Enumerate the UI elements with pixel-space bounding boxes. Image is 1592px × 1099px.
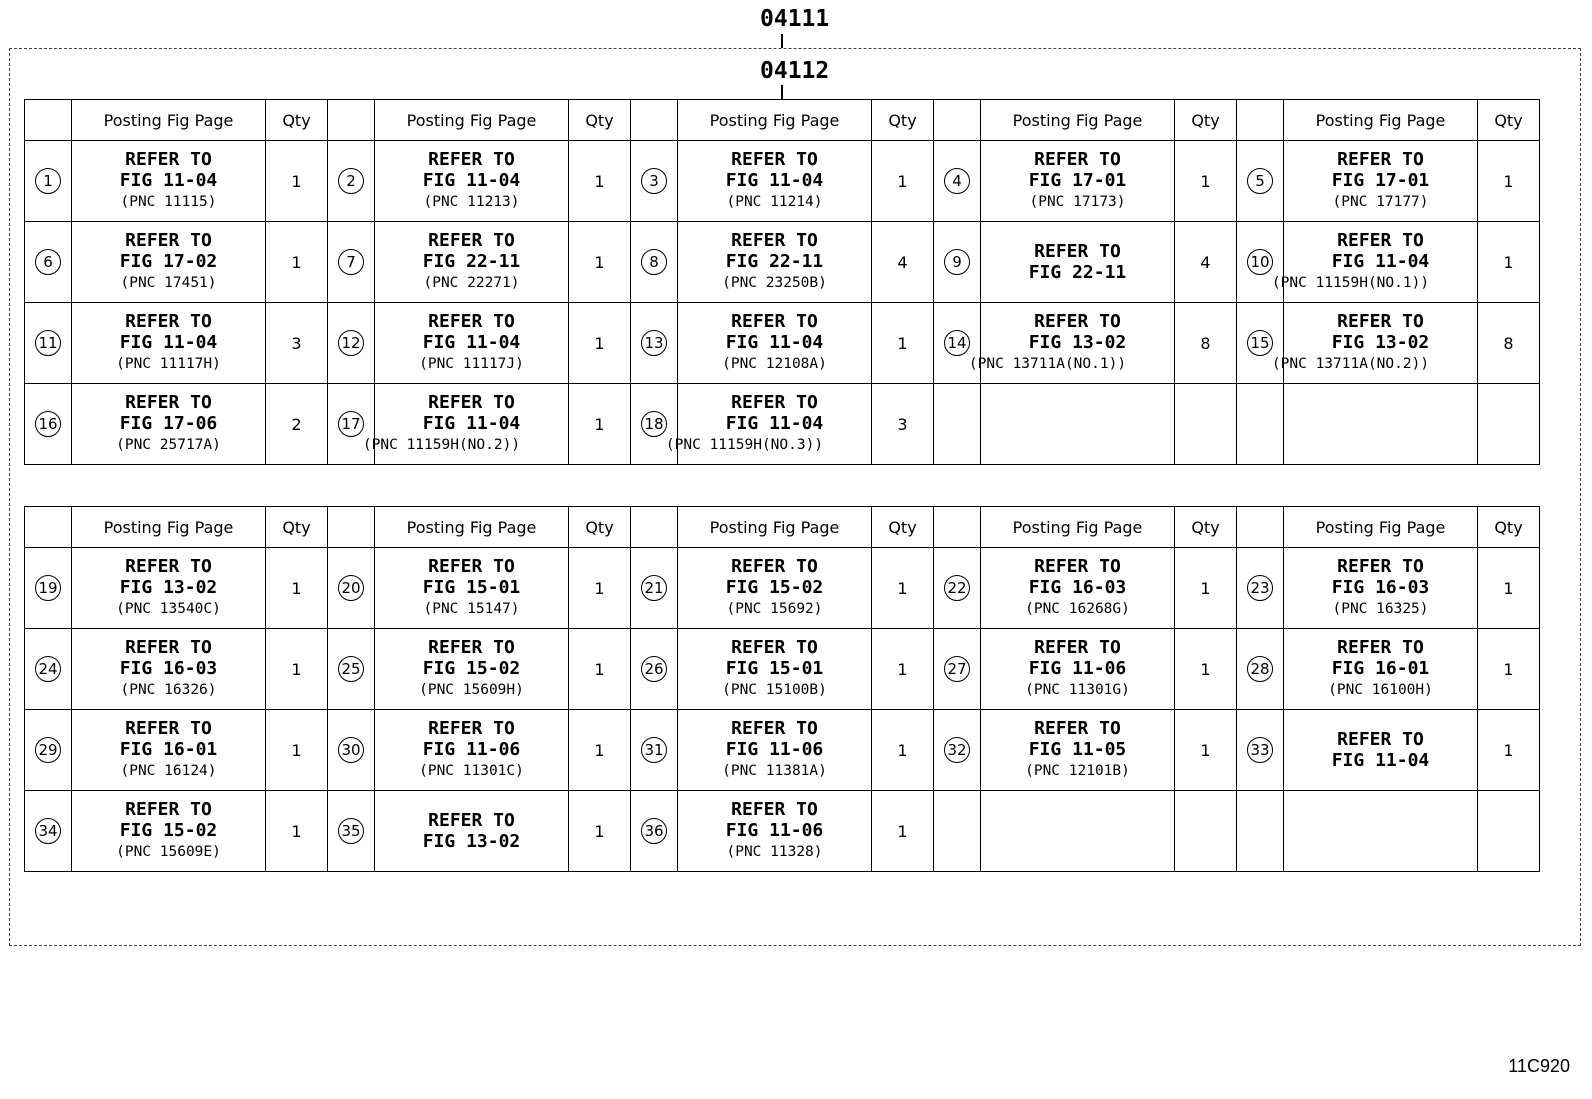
pnc-reference: (PNC 22271) [423, 275, 520, 291]
refer-to-text: REFER TO [1337, 729, 1424, 750]
table-row [25, 141, 1540, 222]
posting-cell [981, 548, 1175, 629]
fig-reference: FIG 16-01 [119, 739, 218, 760]
refer-to-text: REFER TO [125, 149, 212, 170]
pnc-reference: (PNC 15692) [726, 601, 823, 617]
posting-cell [1284, 141, 1478, 222]
ref-number-circle: 9 [944, 249, 970, 275]
ref-number-circle: 21 [641, 575, 667, 601]
ref-number-circle: 14 [944, 330, 970, 356]
fig-reference: FIG 11-04 [422, 332, 521, 353]
posting-cell [678, 303, 872, 384]
posting-cell [72, 629, 266, 710]
refer-to-text: REFER TO [1034, 241, 1121, 262]
qty-cell: 1 [266, 548, 328, 629]
pnc-reference: (PNC 11117H) [116, 356, 221, 372]
header-posting: Posting Fig Page [1284, 507, 1478, 548]
header-qty: Qty [1175, 507, 1237, 548]
qty-cell: 1 [569, 384, 631, 465]
fig-reference: FIG 11-04 [1331, 251, 1430, 272]
pnc-reference: (PNC 17177) [1332, 194, 1429, 210]
qty-cell: 1 [1478, 629, 1540, 710]
posting-cell [375, 141, 569, 222]
refer-to-text: REFER TO [428, 149, 515, 170]
posting-cell [981, 710, 1175, 791]
posting-cell [678, 791, 872, 872]
refer-to-text: REFER TO [1034, 556, 1121, 577]
ref-number-circle: 12 [338, 330, 364, 356]
header-qty: Qty [1175, 100, 1237, 141]
posting-cell [678, 222, 872, 303]
posting-cell [678, 629, 872, 710]
posting-cell [72, 710, 266, 791]
posting-cell [1284, 629, 1478, 710]
header-qty: Qty [266, 507, 328, 548]
refer-to-text: REFER TO [125, 311, 212, 332]
refer-to-text: REFER TO [428, 810, 515, 831]
posting-cell [981, 629, 1175, 710]
ref-number-cell [934, 791, 981, 872]
fig-reference: FIG 17-01 [1331, 170, 1430, 191]
ref-number-circle: 19 [35, 575, 61, 601]
ref-number-circle: 7 [338, 249, 364, 275]
fig-reference: FIG 11-04 [119, 170, 218, 191]
qty-cell [1478, 791, 1540, 872]
ref-number-circle: 5 [1247, 168, 1273, 194]
pnc-reference: (PNC 16100H) [1328, 682, 1433, 698]
ref-number-circle: 18 [641, 411, 667, 437]
posting-cell [678, 548, 872, 629]
pnc-reference: (PNC 16325) [1332, 601, 1429, 617]
header-posting: Posting Fig Page [981, 100, 1175, 141]
pnc-reference: (PNC 25717A) [116, 437, 221, 453]
pnc-reference: (PNC 13711A(NO.2)) [1271, 356, 1430, 372]
fig-reference: FIG 16-03 [1028, 577, 1127, 598]
qty-cell [1478, 384, 1540, 465]
fig-reference: FIG 13-02 [119, 577, 218, 598]
refer-to-text: REFER TO [731, 637, 818, 658]
ref-number-circle: 11 [35, 330, 61, 356]
refer-to-text: REFER TO [1034, 311, 1121, 332]
qty-cell: 8 [1478, 303, 1540, 384]
pnc-reference: (PNC 11159H(NO.3)) [665, 437, 824, 453]
fig-reference: FIG 13-02 [422, 831, 521, 852]
diagram-code: 11C920 [1508, 1056, 1570, 1076]
refer-to-text: REFER TO [731, 718, 818, 739]
qty-cell: 4 [872, 222, 934, 303]
ref-number-circle: 24 [35, 656, 61, 682]
posting-cell [375, 222, 569, 303]
fig-reference: FIG 16-01 [1331, 658, 1430, 679]
fig-reference: FIG 17-01 [1028, 170, 1127, 191]
header-posting: Posting Fig Page [678, 507, 872, 548]
reference-table-lower [24, 506, 1540, 872]
qty-cell: 1 [1478, 548, 1540, 629]
qty-cell: 1 [872, 791, 934, 872]
qty-cell: 1 [569, 222, 631, 303]
fig-reference: FIG 15-01 [725, 658, 824, 679]
posting-cell [1284, 548, 1478, 629]
qty-cell: 1 [569, 303, 631, 384]
qty-cell: 4 [1175, 222, 1237, 303]
ref-number-circle: 17 [338, 411, 364, 437]
pnc-reference: (PNC 15147) [423, 601, 520, 617]
table-row [25, 222, 1540, 303]
posting-cell [968, 303, 1175, 384]
refer-to-text: REFER TO [428, 718, 515, 739]
fig-reference: FIG 11-04 [1331, 750, 1430, 771]
refer-to-text: REFER TO [731, 230, 818, 251]
posting-cell [72, 141, 266, 222]
reference-table-upper [24, 99, 1540, 465]
refer-to-text: REFER TO [1034, 637, 1121, 658]
fig-reference: FIG 15-02 [422, 658, 521, 679]
posting-cell [1284, 710, 1478, 791]
assembly-label-04112: 04112 [760, 58, 830, 84]
header-number-cell [328, 507, 375, 548]
ref-number-cell [934, 384, 981, 465]
ref-number-circle: 1 [35, 168, 61, 194]
qty-cell: 1 [1175, 710, 1237, 791]
refer-to-text: REFER TO [125, 637, 212, 658]
posting-cell [678, 710, 872, 791]
posting-cell [375, 710, 569, 791]
qty-cell: 1 [569, 710, 631, 791]
qty-cell: 1 [569, 791, 631, 872]
ref-number-cell [1237, 384, 1284, 465]
table-row [25, 303, 1540, 384]
header-qty: Qty [569, 507, 631, 548]
qty-cell: 1 [1175, 629, 1237, 710]
ref-number-circle: 16 [35, 411, 61, 437]
posting-cell [1271, 222, 1478, 303]
header-qty: Qty [872, 100, 934, 141]
header-number-cell [934, 100, 981, 141]
fig-reference: FIG 11-05 [1028, 739, 1127, 760]
posting-cell [375, 629, 569, 710]
fig-reference: FIG 22-11 [422, 251, 521, 272]
posting-cell [72, 303, 266, 384]
fig-reference: FIG 15-01 [422, 577, 521, 598]
header-number-cell [25, 507, 72, 548]
pnc-reference: (PNC 17451) [120, 275, 217, 291]
refer-to-text: REFER TO [1337, 149, 1424, 170]
ref-number-circle: 22 [944, 575, 970, 601]
header-posting: Posting Fig Page [375, 507, 569, 548]
ref-number-circle: 2 [338, 168, 364, 194]
refer-to-text: REFER TO [1034, 718, 1121, 739]
refer-to-text: REFER TO [125, 799, 212, 820]
posting-cell [981, 791, 1175, 872]
qty-cell: 1 [872, 710, 934, 791]
posting-cell [72, 384, 266, 465]
qty-cell: 1 [569, 141, 631, 222]
posting-cell [72, 548, 266, 629]
refer-to-text: REFER TO [125, 392, 212, 413]
ref-number-circle: 30 [338, 737, 364, 763]
qty-cell: 1 [1478, 710, 1540, 791]
ref-number-circle: 4 [944, 168, 970, 194]
qty-cell: 1 [872, 548, 934, 629]
fig-reference: FIG 15-02 [725, 577, 824, 598]
header-number-cell [1237, 507, 1284, 548]
posting-cell [375, 548, 569, 629]
pnc-reference: (PNC 17173) [1029, 194, 1126, 210]
pnc-reference: (PNC 11328) [726, 844, 823, 860]
refer-to-text: REFER TO [1337, 230, 1424, 251]
fig-reference: FIG 17-06 [119, 413, 218, 434]
posting-cell [72, 222, 266, 303]
refer-to-text: REFER TO [428, 637, 515, 658]
fig-reference: FIG 11-06 [725, 820, 824, 841]
header-row [25, 507, 1540, 548]
qty-cell: 8 [1175, 303, 1237, 384]
fig-reference: FIG 11-04 [725, 332, 824, 353]
posting-cell [375, 791, 569, 872]
header-number-cell [25, 100, 72, 141]
leader-line-top [781, 34, 783, 48]
table-row [25, 384, 1540, 465]
ref-number-circle: 27 [944, 656, 970, 682]
refer-to-text: REFER TO [731, 311, 818, 332]
posting-cell [1284, 791, 1478, 872]
fig-reference: FIG 22-11 [725, 251, 824, 272]
ref-number-circle: 23 [1247, 575, 1273, 601]
refer-to-text: REFER TO [1034, 149, 1121, 170]
qty-cell: 1 [266, 629, 328, 710]
pnc-reference: (PNC 15100B) [722, 682, 827, 698]
refer-to-text: REFER TO [125, 718, 212, 739]
refer-to-text: REFER TO [428, 392, 515, 413]
fig-reference: FIG 11-04 [422, 413, 521, 434]
refer-to-text: REFER TO [731, 799, 818, 820]
ref-number-circle: 29 [35, 737, 61, 763]
ref-number-circle: 26 [641, 656, 667, 682]
refer-to-text: REFER TO [731, 556, 818, 577]
refer-to-text: REFER TO [428, 311, 515, 332]
refer-to-text: REFER TO [428, 230, 515, 251]
refer-to-text: REFER TO [731, 149, 818, 170]
refer-to-text: REFER TO [125, 230, 212, 251]
ref-number-circle: 6 [35, 249, 61, 275]
fig-reference: FIG 15-02 [119, 820, 218, 841]
pnc-reference: (PNC 12101B) [1025, 763, 1130, 779]
header-posting: Posting Fig Page [72, 507, 266, 548]
table-row [25, 791, 1540, 872]
pnc-reference: (PNC 12108A) [722, 356, 827, 372]
posting-cell [678, 141, 872, 222]
fig-reference: FIG 11-04 [422, 170, 521, 191]
ref-number-cell [1237, 791, 1284, 872]
refer-to-text: REFER TO [1337, 637, 1424, 658]
pnc-reference: (PNC 15609E) [116, 844, 221, 860]
header-number-cell [631, 507, 678, 548]
refer-to-text: REFER TO [125, 556, 212, 577]
table-row [25, 548, 1540, 629]
refer-to-text: REFER TO [428, 556, 515, 577]
pnc-reference: (PNC 11381A) [722, 763, 827, 779]
qty-cell: 3 [266, 303, 328, 384]
header-qty: Qty [569, 100, 631, 141]
pnc-reference: (PNC 11301G) [1025, 682, 1130, 698]
ref-number-circle: 20 [338, 575, 364, 601]
ref-number-circle: 31 [641, 737, 667, 763]
header-posting: Posting Fig Page [375, 100, 569, 141]
leader-line-sub [781, 85, 783, 99]
fig-reference: FIG 17-02 [119, 251, 218, 272]
assembly-label-04111: 04111 [760, 6, 830, 32]
fig-reference: FIG 11-06 [1028, 658, 1127, 679]
header-number-cell [934, 507, 981, 548]
header-posting: Posting Fig Page [678, 100, 872, 141]
fig-reference: FIG 13-02 [1028, 332, 1127, 353]
fig-reference: FIG 13-02 [1331, 332, 1430, 353]
posting-cell [665, 384, 872, 465]
pnc-reference: (PNC 15609H) [419, 682, 524, 698]
pnc-reference: (PNC 11115) [120, 194, 217, 210]
qty-cell: 1 [872, 141, 934, 222]
ref-number-circle: 10 [1247, 249, 1273, 275]
fig-reference: FIG 11-04 [725, 170, 824, 191]
ref-number-circle: 25 [338, 656, 364, 682]
qty-cell [1175, 384, 1237, 465]
qty-cell: 1 [266, 222, 328, 303]
qty-cell: 2 [266, 384, 328, 465]
posting-cell [375, 303, 569, 384]
qty-cell: 1 [1478, 141, 1540, 222]
posting-cell [1271, 303, 1478, 384]
pnc-reference: (PNC 16268G) [1025, 601, 1130, 617]
fig-reference: FIG 11-06 [422, 739, 521, 760]
qty-cell: 3 [872, 384, 934, 465]
table-row [25, 710, 1540, 791]
qty-cell: 1 [266, 710, 328, 791]
qty-cell: 1 [569, 629, 631, 710]
pnc-reference: (PNC 16124) [120, 763, 217, 779]
posting-cell [981, 141, 1175, 222]
pnc-reference: (PNC 11301C) [419, 763, 524, 779]
qty-cell: 1 [1175, 141, 1237, 222]
ref-number-circle: 34 [35, 818, 61, 844]
qty-cell: 1 [872, 303, 934, 384]
qty-cell: 1 [1175, 548, 1237, 629]
ref-number-circle: 36 [641, 818, 667, 844]
ref-number-cell [328, 791, 375, 872]
qty-cell: 1 [266, 141, 328, 222]
header-number-cell [631, 100, 678, 141]
posting-cell [1284, 384, 1478, 465]
ref-number-circle: 15 [1247, 330, 1273, 356]
ref-number-cell [934, 222, 981, 303]
pnc-reference: (PNC 11214) [726, 194, 823, 210]
header-qty: Qty [1478, 507, 1540, 548]
fig-reference: FIG 22-11 [1028, 262, 1127, 283]
fig-reference: FIG 11-06 [725, 739, 824, 760]
posting-cell [981, 384, 1175, 465]
fig-reference: FIG 11-04 [119, 332, 218, 353]
ref-number-circle: 33 [1247, 737, 1273, 763]
posting-cell [72, 791, 266, 872]
qty-cell: 1 [1478, 222, 1540, 303]
qty-cell: 1 [872, 629, 934, 710]
ref-number-circle: 8 [641, 249, 667, 275]
refer-to-text: REFER TO [731, 392, 818, 413]
header-qty: Qty [266, 100, 328, 141]
pnc-reference: (PNC 23250B) [722, 275, 827, 291]
header-posting: Posting Fig Page [981, 507, 1175, 548]
posting-cell [981, 222, 1175, 303]
pnc-reference: (PNC 11213) [423, 194, 520, 210]
pnc-reference: (PNC 11159H(NO.1)) [1271, 275, 1430, 291]
refer-to-text: REFER TO [1337, 311, 1424, 332]
posting-cell [362, 384, 569, 465]
pnc-reference: (PNC 13540C) [116, 601, 221, 617]
pnc-reference: (PNC 11117J) [419, 356, 524, 372]
pnc-reference: (PNC 16326) [120, 682, 217, 698]
header-posting: Posting Fig Page [72, 100, 266, 141]
pnc-reference: (PNC 13711A(NO.1)) [968, 356, 1127, 372]
header-qty: Qty [1478, 100, 1540, 141]
pnc-reference: (PNC 11159H(NO.2)) [362, 437, 521, 453]
header-number-cell [1237, 100, 1284, 141]
header-qty: Qty [872, 507, 934, 548]
fig-reference: FIG 16-03 [119, 658, 218, 679]
table-row [25, 629, 1540, 710]
header-posting: Posting Fig Page [1284, 100, 1478, 141]
ref-number-circle: 3 [641, 168, 667, 194]
ref-number-circle: 28 [1247, 656, 1273, 682]
ref-number-circle: 13 [641, 330, 667, 356]
ref-number-circle: 32 [944, 737, 970, 763]
refer-to-text: REFER TO [1337, 556, 1424, 577]
header-row [25, 100, 1540, 141]
fig-reference: FIG 16-03 [1331, 577, 1430, 598]
qty-cell [1175, 791, 1237, 872]
ref-number-circle: 35 [338, 818, 364, 844]
header-number-cell [328, 100, 375, 141]
ref-number-cell [1237, 710, 1284, 791]
fig-reference: FIG 11-04 [725, 413, 824, 434]
qty-cell: 1 [569, 548, 631, 629]
qty-cell: 1 [266, 791, 328, 872]
